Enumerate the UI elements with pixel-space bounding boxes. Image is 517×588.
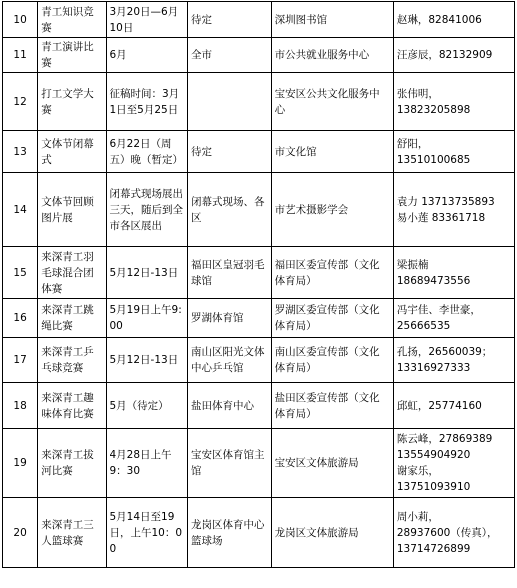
contact-line: 13510100685 bbox=[396, 153, 471, 166]
activity-name: 来深青工趣味体育比赛 bbox=[38, 383, 106, 429]
contact-line: 13823205898 bbox=[396, 103, 471, 116]
contact-line: 谢家乐， bbox=[396, 465, 439, 477]
organizer: 盐田区委宣传部（文化体育局） bbox=[271, 383, 393, 429]
table-row bbox=[3, 498, 515, 568]
contact-line: 18689473556 bbox=[396, 274, 471, 287]
contact-line: 13316927333 bbox=[396, 362, 471, 374]
row-number: 13 bbox=[3, 131, 38, 173]
contact-line: 易小莲 83361718 bbox=[396, 211, 486, 224]
organizer: 罗湖区委宣传部（文化体育局） bbox=[271, 299, 393, 338]
activity-venue: 南山区阳光文体中心乒乓馆 bbox=[187, 338, 271, 383]
activity-name: 来深青工羽毛球混合团体赛 bbox=[38, 247, 106, 299]
contact-info bbox=[393, 429, 514, 498]
activity-time: 4月28日上午9：30 bbox=[106, 429, 187, 498]
organizer: 市艺术摄影学会 bbox=[271, 173, 393, 247]
row-number: 11 bbox=[3, 38, 38, 73]
activity-name: 文体节闭幕式 bbox=[38, 131, 106, 173]
contact-info bbox=[393, 338, 514, 383]
activity-venue: 闭幕式现场、各区 bbox=[187, 173, 271, 247]
activity-name: 青工知识竞赛 bbox=[38, 2, 106, 38]
table-row bbox=[3, 299, 515, 338]
organizer: 宝安区文体旅游局 bbox=[271, 429, 393, 498]
organizer: 市公共就业服务中心 bbox=[271, 38, 393, 73]
contact-info bbox=[393, 173, 514, 247]
activity-name: 来深青工跳绳比赛 bbox=[38, 299, 106, 338]
contact-info bbox=[393, 299, 514, 338]
table-row bbox=[3, 131, 515, 173]
contact-line: 13751093910 bbox=[396, 481, 471, 493]
organizer: 宝安区公共文化服务中心 bbox=[271, 73, 393, 131]
row-number: 15 bbox=[3, 247, 38, 299]
activity-time: 5月12日-13日 bbox=[106, 338, 187, 383]
table-row bbox=[3, 173, 515, 247]
row-number: 10 bbox=[3, 2, 38, 38]
contact-line: 张伟明， bbox=[396, 87, 439, 100]
contact-info bbox=[393, 247, 514, 299]
contact-line: 冯宇佳、李世豪， bbox=[396, 304, 481, 316]
table-row bbox=[3, 247, 515, 299]
contact-line: 汪彦辰，82132909 bbox=[396, 49, 493, 61]
contact-line: 周小莉， bbox=[396, 510, 439, 523]
activity-name: 来深青工拔河比赛 bbox=[38, 429, 106, 498]
contact-info bbox=[393, 38, 514, 73]
table-row bbox=[3, 429, 515, 498]
row-number: 19 bbox=[3, 429, 38, 498]
activity-time: 5月14日至19日，上午10：00 bbox=[106, 498, 187, 568]
activity-venue: 福田区皇冠羽毛球馆 bbox=[187, 247, 271, 299]
table-row bbox=[3, 73, 515, 131]
activity-time: 闭幕式现场展出三天，随后到全市各区展出 bbox=[106, 173, 187, 247]
activity-name: 文体节回顾图片展 bbox=[38, 173, 106, 247]
contact-line: 孔扬，26560039； bbox=[396, 346, 493, 358]
activity-name: 来深青工乒乓球竞赛 bbox=[38, 338, 106, 383]
contact-line: 25666535 bbox=[396, 320, 451, 332]
contact-line: 袁力 13713735893 bbox=[396, 195, 495, 208]
table-row bbox=[3, 338, 515, 383]
contact-line: 28937600（传真）， bbox=[396, 526, 498, 539]
contact-info bbox=[393, 383, 514, 429]
activity-time: 6月22日（周五）晚（暂定） bbox=[106, 131, 187, 173]
row-number: 12 bbox=[3, 73, 38, 131]
activity-time: 5月19日上午9:00 bbox=[106, 299, 187, 338]
contact-line: 13554904920 bbox=[396, 449, 471, 461]
contact-line: 梁振楠 bbox=[396, 258, 429, 271]
organizer: 市文化馆 bbox=[271, 131, 393, 173]
activity-time: 5月（待定） bbox=[106, 383, 187, 429]
activity-venue bbox=[187, 73, 271, 131]
activity-time: 6月 bbox=[106, 38, 187, 73]
activity-time: 3月20日—6月10日 bbox=[106, 2, 187, 38]
organizer: 南山区委宣传部（文化体育局） bbox=[271, 338, 393, 383]
row-number: 20 bbox=[3, 498, 38, 568]
contact-info bbox=[393, 498, 514, 568]
contact-info bbox=[393, 73, 514, 131]
contact-info bbox=[393, 131, 514, 173]
activity-name: 来深青工三人篮球赛 bbox=[38, 498, 106, 568]
activity-name: 青工演讲比赛 bbox=[38, 38, 106, 73]
organizer: 深圳图书馆 bbox=[271, 2, 393, 38]
contact-line: 舒阳， bbox=[396, 137, 429, 150]
activity-table bbox=[2, 1, 515, 568]
activity-venue: 待定 bbox=[187, 131, 271, 173]
activity-venue: 龙岗区体育中心篮球场 bbox=[187, 498, 271, 568]
row-number: 18 bbox=[3, 383, 38, 429]
activity-time: 5月12日-13日 bbox=[106, 247, 187, 299]
table-row bbox=[3, 38, 515, 73]
contact-info bbox=[393, 2, 514, 38]
activity-venue: 盐田体育中心 bbox=[187, 383, 271, 429]
table-row bbox=[3, 2, 515, 38]
activity-venue: 宝安区体育馆主馆 bbox=[187, 429, 271, 498]
contact-line: 赵琳，82841006 bbox=[396, 13, 482, 26]
row-number: 14 bbox=[3, 173, 38, 247]
activity-name: 打工文学大赛 bbox=[38, 73, 106, 131]
row-number: 17 bbox=[3, 338, 38, 383]
contact-line: 邱虹，25774160 bbox=[396, 399, 482, 412]
row-number: 16 bbox=[3, 299, 38, 338]
organizer: 龙岗区文体旅游局 bbox=[271, 498, 393, 568]
activity-time: 征稿时间：3月1日至5月25日 bbox=[106, 73, 187, 131]
table-row bbox=[3, 383, 515, 429]
contact-line: 陈云峰，27869389 bbox=[396, 433, 493, 445]
activity-venue: 罗湖体育馆 bbox=[187, 299, 271, 338]
activity-venue: 待定 bbox=[187, 2, 271, 38]
contact-line: 13714726899 bbox=[396, 542, 471, 555]
activity-venue: 全市 bbox=[187, 38, 271, 73]
organizer: 福田区委宣传部（文化体育局） bbox=[271, 247, 393, 299]
